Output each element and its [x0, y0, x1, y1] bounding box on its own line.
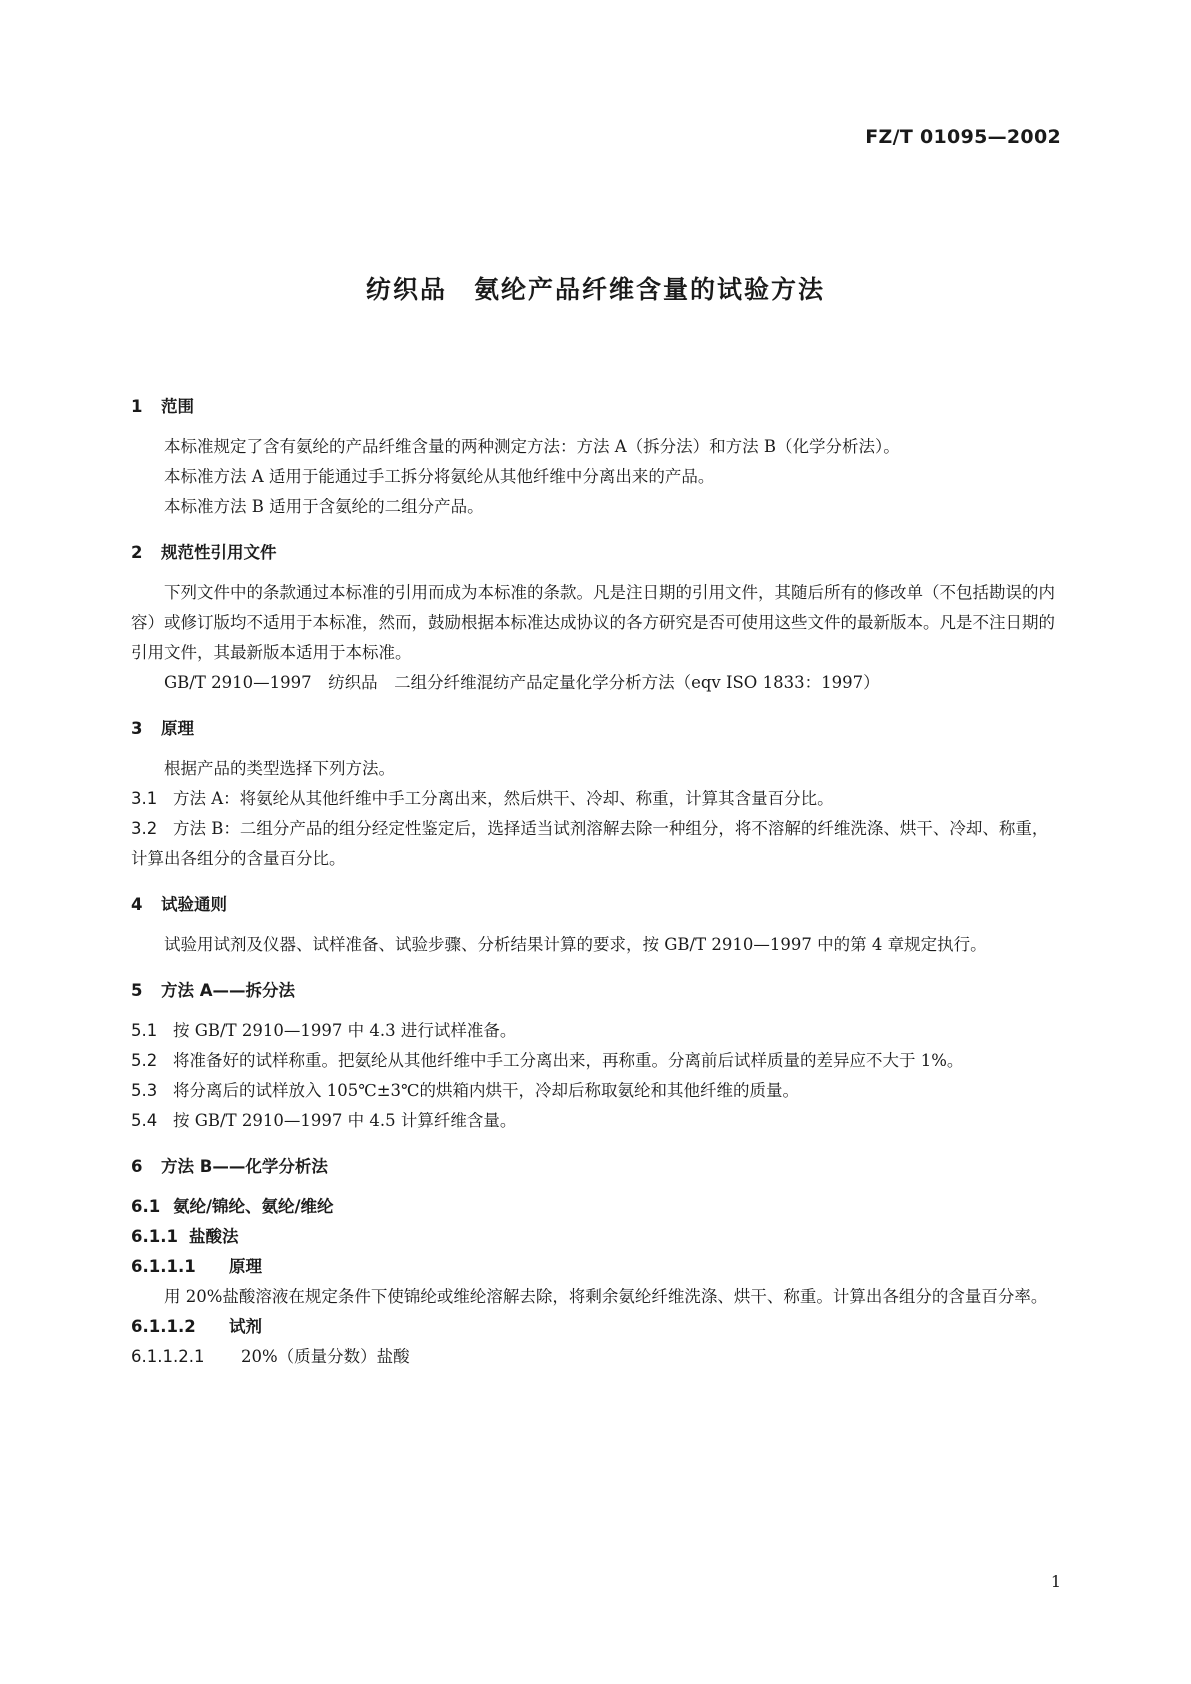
subsection-title: 试剂	[229, 1317, 262, 1336]
clause-5-4	[131, 1106, 1061, 1136]
clause-text: 按 GB/T 2910—1997 中 4.5 计算纤维含量。	[173, 1111, 517, 1130]
section-number: 6	[131, 1157, 143, 1176]
clause-text: 方法 A：将氨纶从其他纤维中手工分离出来，然后烘干、冷却、称重，计算其含量百分比。	[173, 789, 834, 808]
section-number: 3	[131, 719, 143, 738]
subsection-number: 6.1.1.1	[131, 1257, 196, 1276]
clause-5-2	[131, 1046, 1061, 1076]
clause-number: 3.2	[131, 819, 158, 838]
paragraph: 用 20%盐酸溶液在规定条件下使锦纶或维纶溶解去除，将剩余氨纶纤维洗涤、烘干、称重。计算出各组分的含量百分率。	[164, 1287, 1048, 1306]
clause-5-3	[131, 1076, 1061, 1106]
page-number: 1	[1050, 1572, 1061, 1591]
subsection-number: 6.1.1.2	[131, 1317, 196, 1336]
clause-number: 5.2	[131, 1051, 158, 1070]
paragraph: 下列文件中的条款通过本标准的引用而成为本标准的条款。凡是注日期的引用文件，其随后所有的修改单（不包括勘误的内容）或修订版均不适用于本标准，然而，鼓励根据本标准达成协议的各方研究是否可使用这些文件的最新版本。凡是不注日期的引用文件，其最新版本适用于本标准。	[131, 583, 1055, 662]
paragraph: 根据产品的类型选择下列方法。	[164, 759, 395, 778]
section-heading-6	[131, 1152, 1061, 1182]
section-title: 规范性引用文件	[161, 543, 277, 562]
subsection-title: 原理	[229, 1257, 262, 1276]
paragraph: 试验用试剂及仪器、试样准备、试验步骤、分析结果计算的要求，按 GB/T 2910—1997 中的第 4 章规定执行。	[164, 935, 987, 954]
section-title: 范围	[161, 397, 194, 416]
clause-number: 3.1	[131, 789, 158, 808]
section-heading-3	[131, 714, 1061, 744]
subsection-title: 氨纶/锦纶、氨纶/维纶	[173, 1197, 334, 1216]
paragraph: 本标准方法 A 适用于能通过手工拆分将氨纶从其他纤维中分离出来的产品。	[164, 467, 715, 486]
clause-text: 将分离后的试样放入 105℃±3℃的烘箱内烘干，冷却后称取氨纶和其他纤维的质量。	[173, 1081, 799, 1100]
standard-code: FZ/T 01095—2002	[865, 126, 1061, 148]
section-title: 方法 B——化学分析法	[161, 1157, 328, 1176]
section-heading-4	[131, 890, 1061, 920]
document-title: 纺织品 氨纶产品纤维含量的试验方法	[365, 275, 825, 304]
clause-6-1-1-2-1	[131, 1342, 1061, 1372]
clause-number: 5.3	[131, 1081, 158, 1100]
clause-5-1	[131, 1016, 1061, 1046]
paragraph: 本标准方法 B 适用于含氨纶的二组分产品。	[164, 497, 484, 516]
subsection-number: 6.1.1	[131, 1227, 178, 1246]
section-number: 2	[131, 543, 143, 562]
section-number: 5	[131, 981, 143, 1000]
section-number: 1	[131, 397, 143, 416]
clause-text: 按 GB/T 2910—1997 中 4.3 进行试样准备。	[173, 1021, 517, 1040]
subsection-heading-6-1-1-2	[131, 1312, 1061, 1342]
clause-number: 6.1.1.2.1	[131, 1347, 205, 1366]
section-title: 试验通则	[161, 895, 227, 914]
paragraph: 本标准规定了含有氨纶的产品纤维含量的两种测定方法：方法 A（拆分法）和方法 B（化学分析法）。	[164, 437, 900, 456]
clause-number: 5.1	[131, 1021, 158, 1040]
clause-number: 5.4	[131, 1111, 158, 1130]
section-heading-2	[131, 538, 1061, 568]
clause-text: 20%（质量分数）盐酸	[241, 1347, 410, 1366]
subsection-heading-6-1-1-1	[131, 1252, 1061, 1282]
subsection-number: 6.1	[131, 1197, 161, 1216]
subsection-heading-6-1-1	[131, 1222, 1061, 1252]
section-title: 原理	[161, 719, 194, 738]
section-number: 4	[131, 895, 143, 914]
clause-3-1	[131, 784, 1061, 814]
document-body	[131, 392, 1061, 1372]
section-heading-1	[131, 392, 1061, 422]
normative-reference: GB/T 2910—1997 纺织品 二组分纤维混纺产品定量化学分析方法（eqv ISO 1833：1997）	[164, 673, 880, 692]
clause-text: 方法 B：二组分产品的组分经定性鉴定后，选择适当试剂溶解去除一种组分，将不溶解的纤维洗涤、烘干、冷却、称重，计算出各组分的含量百分比。	[131, 819, 1049, 868]
clause-3-2	[131, 814, 1061, 874]
clause-text: 将准备好的试样称重。把氨纶从其他纤维中手工分离出来，再称重。分离前后试样质量的差异应不大于 1%。	[173, 1051, 964, 1070]
section-title: 方法 A——拆分法	[161, 981, 296, 1000]
subsection-heading-6-1	[131, 1192, 1061, 1222]
subsection-title: 盐酸法	[189, 1227, 239, 1246]
section-heading-5	[131, 976, 1061, 1006]
